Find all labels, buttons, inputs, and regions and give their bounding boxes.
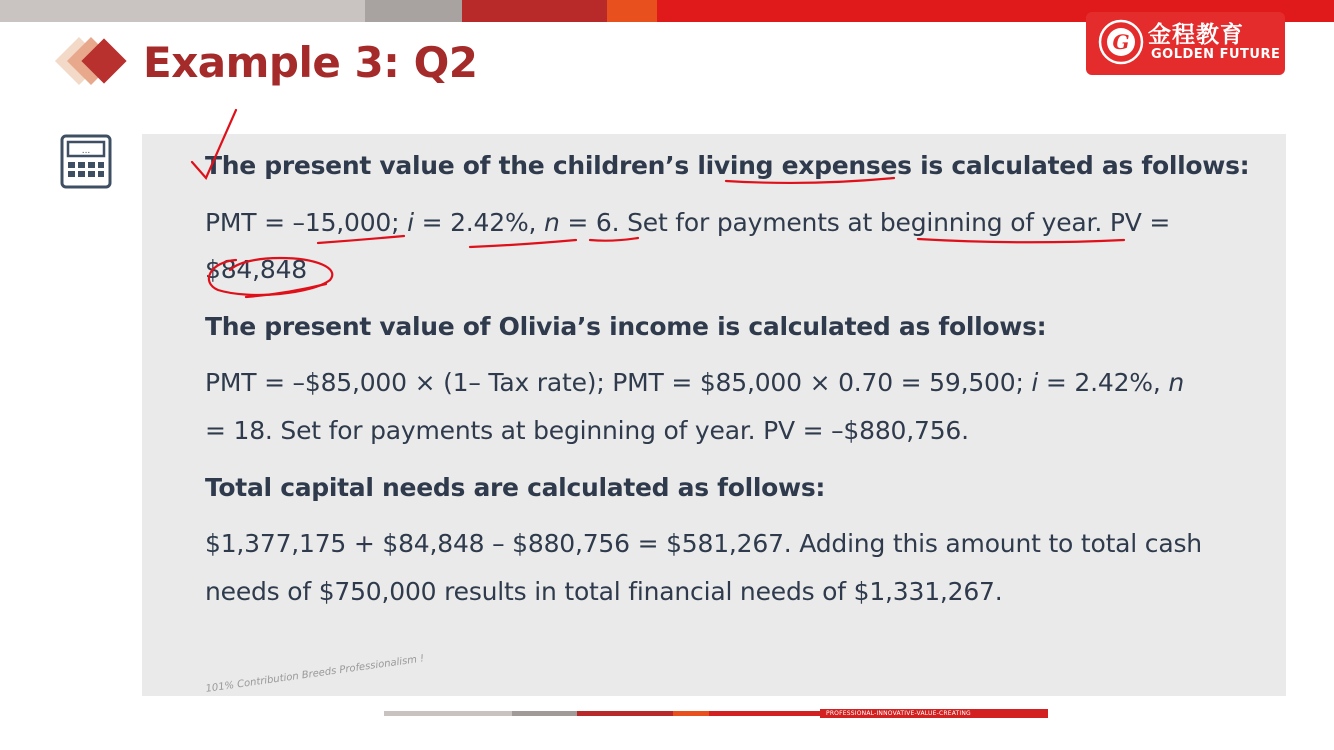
- para-children-line1: [205, 199, 1285, 247]
- footer-bar-gray: [384, 711, 512, 716]
- var-n: n: [544, 208, 560, 237]
- svg-text:G: G: [1112, 30, 1130, 54]
- heading-children-expenses: The present value of the children’s living expenses is calculated as follows:: [205, 151, 1250, 180]
- rate-text: = 2.42%,: [413, 208, 545, 237]
- footer-tagline-bar: [820, 709, 1048, 718]
- rate-text: = 2.42%,: [1038, 368, 1169, 397]
- pmt-text: PMT = –15,000;: [205, 208, 408, 237]
- page-title: Example 3: Q2: [143, 38, 478, 87]
- title-diamond-icon: [52, 30, 142, 100]
- pmt-olivia-text: PMT = –$85,000 × (1– Tax rate); PMT = $85,000 × 0.70 = 59,500;: [205, 368, 1032, 397]
- var-i: i: [407, 208, 414, 237]
- set-text: = 6. Set for payments at beginning of year. PV =: [559, 208, 1171, 237]
- footer-bar-red: [709, 711, 820, 716]
- logo-english-name: GOLDEN FUTURE: [1151, 47, 1281, 62]
- footer-bar-dark-gray: [512, 711, 577, 716]
- calculator-icon: [60, 134, 112, 189]
- svg-text:...: ...: [81, 146, 91, 156]
- para-total-line1: $1,377,175 + $84,848 – $880,756 = $581,267. Adding this amount to total cash: [205, 529, 1202, 558]
- para-children-line2: $84,848: [205, 255, 307, 284]
- heading-total-capital: Total capital needs are calculated as follows:: [205, 473, 826, 502]
- heading-olivia-income: The present value of Olivia’s income is calculated as follows:: [205, 312, 1047, 341]
- brand-logo: [1086, 12, 1285, 75]
- logo-chinese-name: 金程教育: [1148, 22, 1244, 48]
- var-i: i: [1031, 368, 1039, 397]
- golden-future-seal-icon: [1098, 19, 1144, 65]
- footer-slogan: 101% Contribution Breeds Professionalism !: [205, 653, 425, 695]
- footer-bar-maroon: [577, 711, 673, 716]
- para-olivia-line1: [205, 359, 1285, 407]
- para-total-line2: needs of $750,000 results in total financial needs of $1,331,267.: [205, 577, 1003, 606]
- var-n: n: [1168, 368, 1184, 397]
- para-olivia-line2: = 18. Set for payments at beginning of year. PV = –$880,756.: [205, 416, 969, 445]
- footer-tagline: PROFESSIONAL-INNOVATIVE-VALUE-CREATING: [826, 710, 971, 717]
- footer-bar-orange: [673, 711, 709, 716]
